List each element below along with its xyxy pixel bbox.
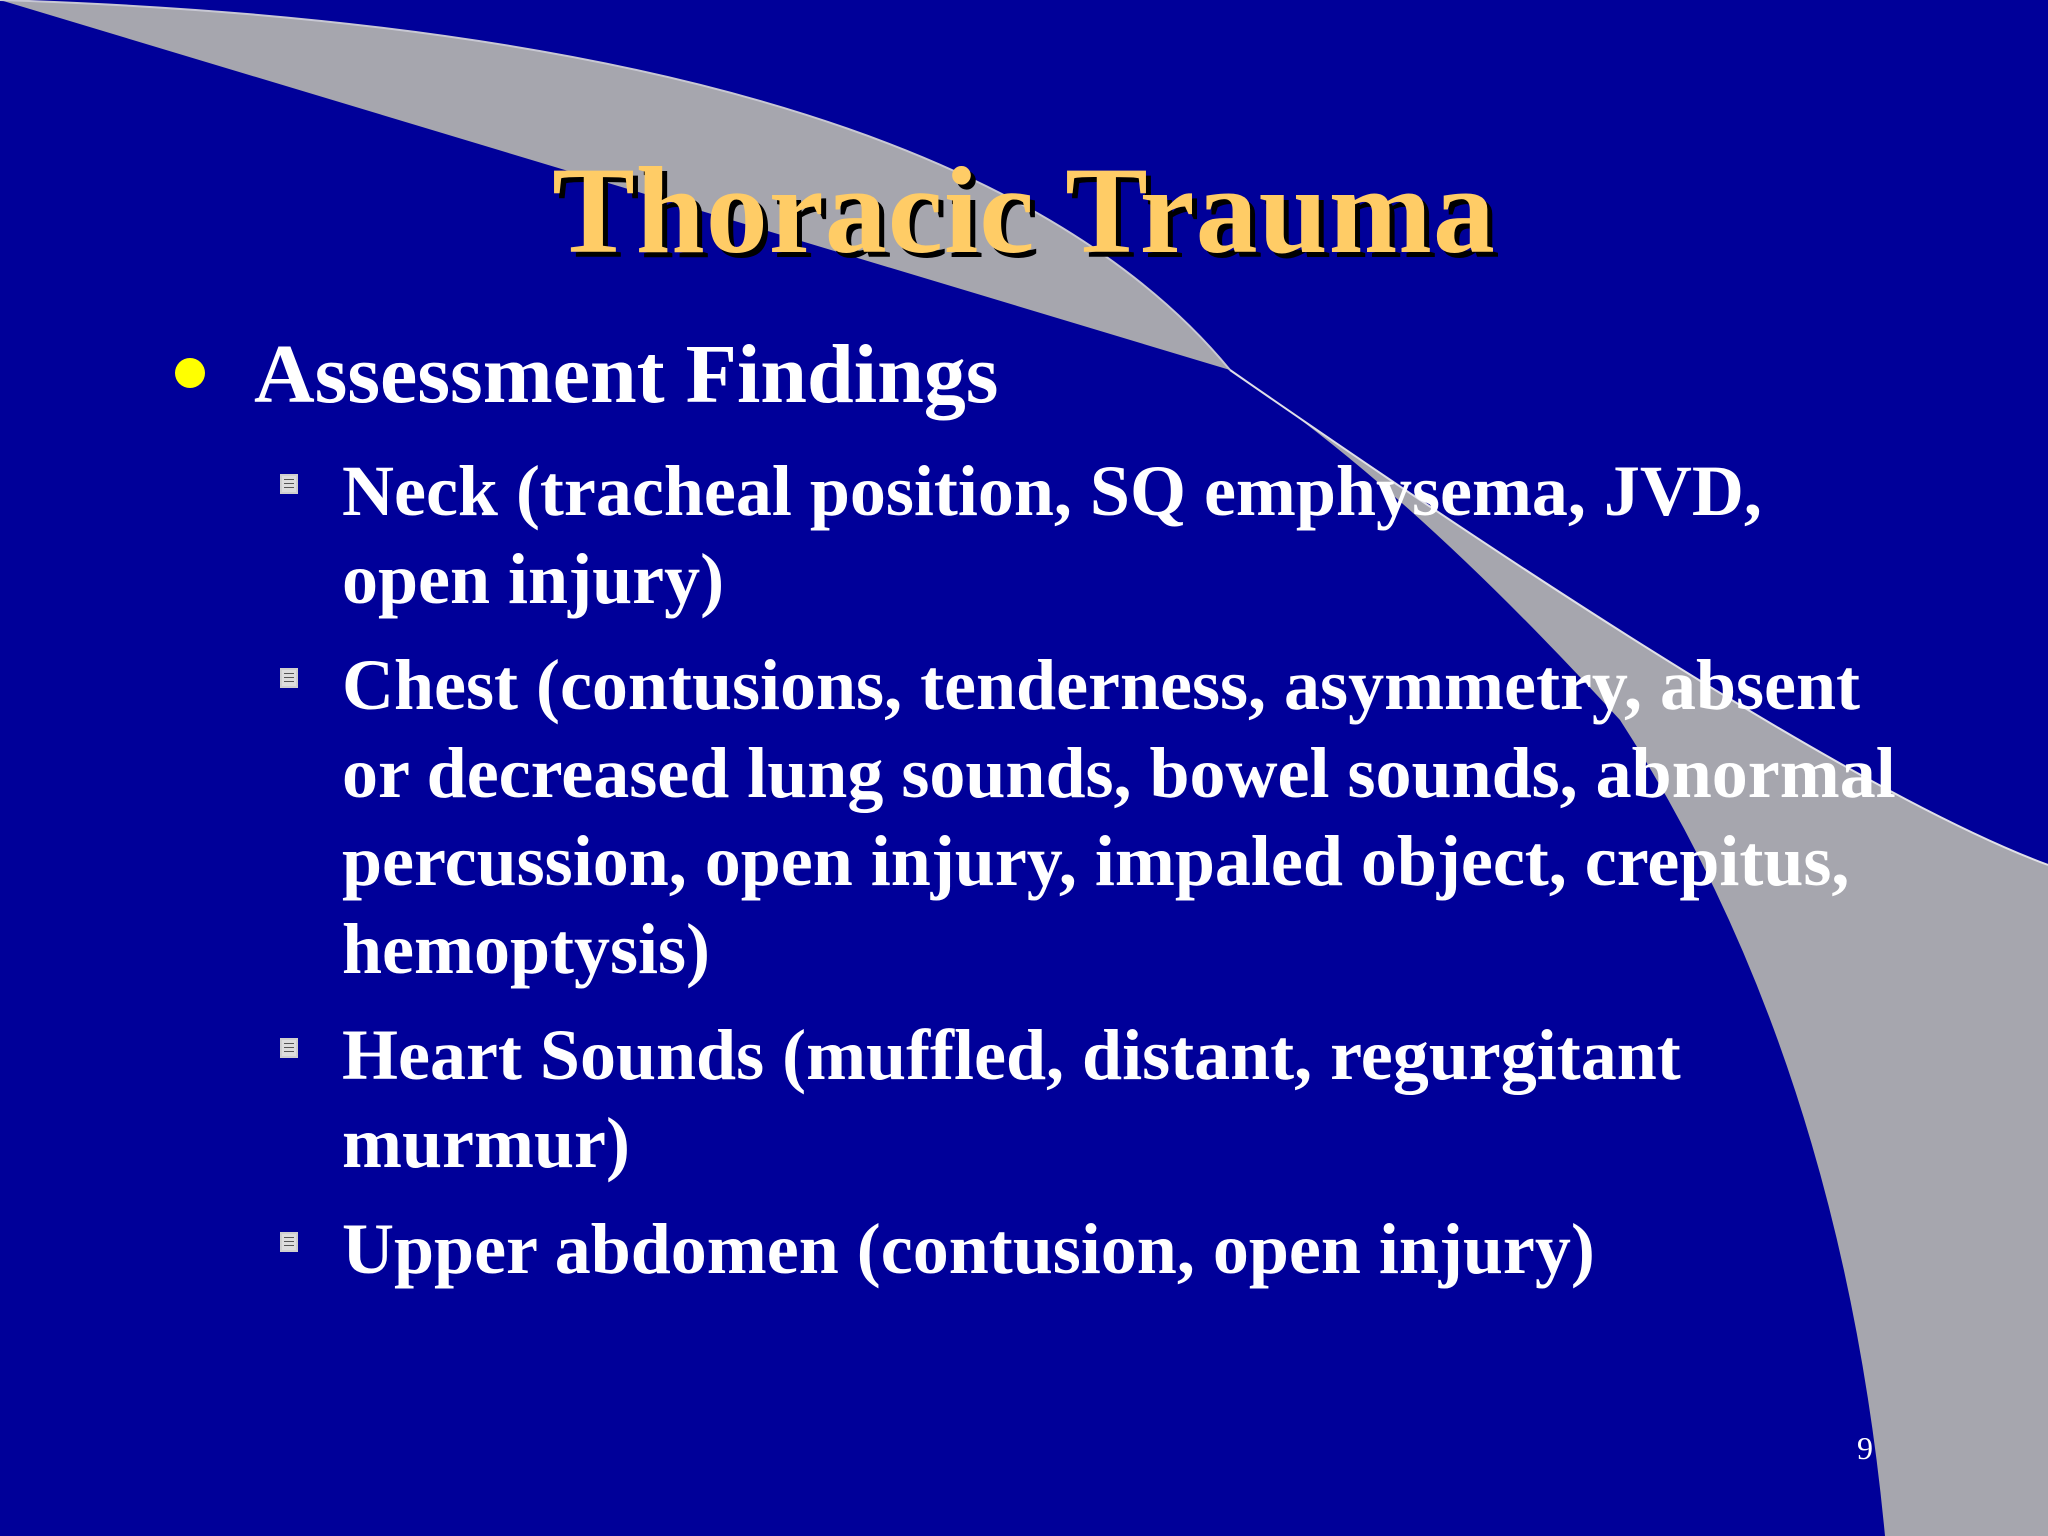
sub-bullet-chest — [170, 641, 1910, 993]
sub-bullet-text: Neck (tracheal position, SQ emphysema, JVD, open injury) — [342, 451, 1762, 619]
sub-bullet-heart-sounds — [170, 1011, 1910, 1187]
sub-bullet-text: Chest (contusions, tenderness, asymmetry, absent or decreased lung sounds, bowel sounds, abnormal percussion, open injury, impaled object, crepitus, hemoptysis) — [342, 645, 1896, 989]
sub-bullet-upper-abdomen — [170, 1205, 1910, 1293]
list-bullet-icon — [280, 668, 298, 688]
list-bullet-icon — [280, 1232, 298, 1252]
main-bullet — [170, 325, 1910, 425]
page-number: 9 — [1857, 1430, 1873, 1466]
sub-bullet-list — [170, 447, 1910, 1293]
sub-bullet-text: Upper abdomen (contusion, open injury) — [342, 1209, 1595, 1289]
sub-bullet-text: Heart Sounds (muffled, distant, regurgitant murmur) — [342, 1015, 1681, 1183]
list-bullet-icon — [280, 474, 298, 494]
main-bullet-text: Assessment Findings — [254, 328, 999, 421]
slide-content — [170, 325, 1910, 1311]
sub-bullet-neck — [170, 447, 1910, 623]
yellow-dot-bullet-icon — [175, 358, 205, 388]
slide-title: Thoracic Trauma — [552, 142, 1496, 279]
list-bullet-icon — [280, 1038, 298, 1058]
